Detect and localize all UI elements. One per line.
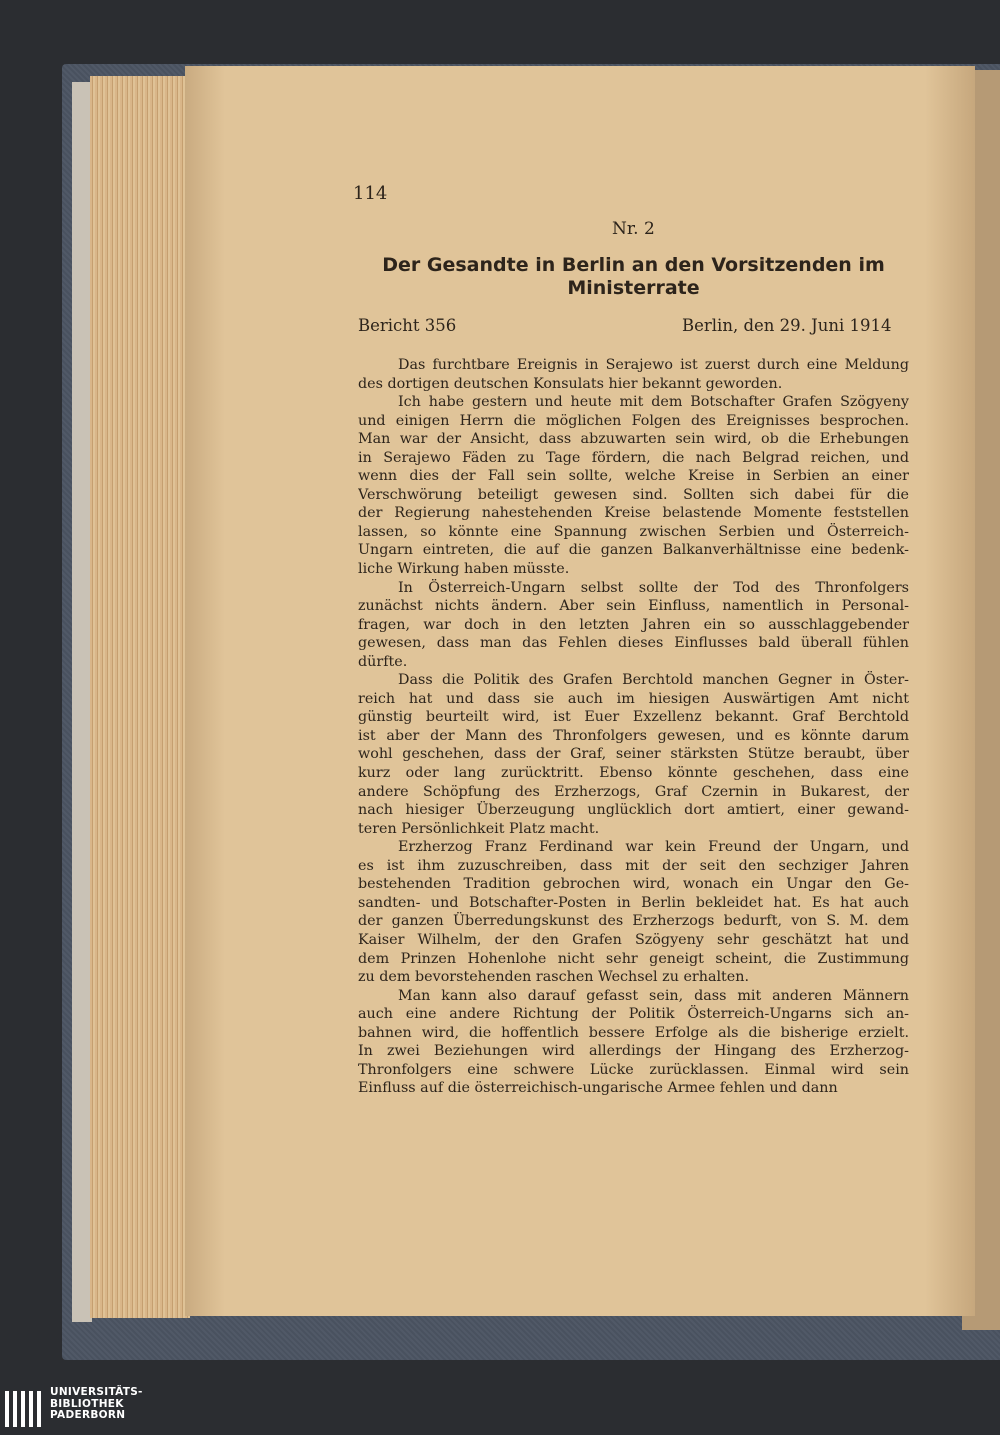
- report-number: Bericht 356: [358, 316, 457, 335]
- body-line: des dortigen deutschen Konsulats hier bekannt geworden.: [358, 375, 783, 392]
- body-line: Man war der Ansicht, dass abzuwarten sein wird, ob die Erhebungen: [358, 431, 909, 448]
- body-line: andere Schöpfung des Erzherzogs, Graf Czernin in Bukarest, der: [358, 783, 909, 800]
- library-name-line-1: UNIVERSITÄTS-: [50, 1386, 143, 1398]
- body-line: zunächst nichts ändern. Aber sein Einfluss, namentlich in Personal-: [358, 598, 909, 615]
- body-line: und einigen Herrn die möglichen Folgen des Ereignisses besprochen.: [358, 412, 909, 429]
- library-name-line-3: PADERBORN: [50, 1409, 126, 1421]
- body-line: der Regierung nahestehenden Kreise belastende Momente feststellen: [358, 505, 909, 522]
- body-line: fragen, war doch in den letzten Jahren ein so ausschlaggebender: [358, 616, 909, 633]
- page-edges: [90, 76, 190, 1318]
- body-line: es ist ihm zuzuschreiben, dass mit der seit den sechziger Jahren: [358, 857, 909, 874]
- body-line: Thronfolgers eine schwere Lücke zurücklassen. Einmal wird sein: [358, 1061, 909, 1078]
- body-line: sandten- und Botschafter-Posten in Berlin bekleidet hat. Es hat auch: [358, 894, 909, 911]
- body-line: lassen, so könnte eine Spannung zwischen Serbien und Österreich-: [358, 523, 909, 540]
- body-line: dürfte.: [358, 653, 408, 670]
- body-line: Ich habe gestern und heute mit dem Botschafter Grafen Szögyeny: [398, 394, 909, 411]
- body-line: zu dem bevorstehenden raschen Wechsel zu erhalten.: [358, 969, 750, 986]
- body-line: Einfluss auf die österreichisch-ungarische Armee fehlen und dann: [358, 1080, 838, 1097]
- body-line: wenn dies der Fall sein sollte, welche Kreise in Serbien an einer: [358, 468, 909, 485]
- place-date: Berlin, den 29. Juni 1914: [682, 316, 892, 335]
- body-line: der ganzen Überredungskunst des Erzherzogs bedurft, von S. M. dem: [358, 913, 909, 930]
- body-line: Ungarn eintreten, die auf die ganzen Balkanverhältnisse eine bedenk-: [358, 542, 909, 559]
- library-name-line-2: BIBLIOTHEK: [50, 1397, 124, 1410]
- body-line: bestehenden Tradition gebrochen wird, wonach ein Ungar den Ge-: [358, 876, 909, 893]
- body-line: Kaiser Wilhelm, der den Grafen Szögyeny sehr geschätzt hat und: [358, 931, 909, 948]
- body-line: in Serajewo Fäden zu Tage fördern, die nach Belgrad reichen, und: [358, 449, 909, 466]
- library-name: [50, 1387, 143, 1422]
- body-line: In zwei Beziehungen wird allerdings der Hingang des Erzherzog-: [358, 1043, 909, 1060]
- body-line: Das furchtbare Ereignis in Serajewo ist zuerst durch eine Meldung: [398, 357, 909, 373]
- body-line: gewesen, dass man das Fehlen dieses Einflusses bald überall fühlen: [358, 635, 909, 652]
- body-line: Verschwörung beteiligt gewesen sind. Sollten sich dabei für die: [358, 486, 909, 503]
- body-line: reich hat und dass sie auch im hiesigen Auswärtigen Amt nicht: [358, 690, 909, 707]
- page-number: 114: [353, 183, 388, 204]
- body-line: dem Prinzen Hohenlohe nicht sehr geneigt scheint, die Zustimmung: [358, 950, 909, 967]
- library-bars-icon: [4, 1387, 44, 1431]
- title-line-1: Der Gesandte in Berlin an den Vorsitzenden im: [382, 254, 885, 276]
- body-text: [358, 356, 909, 1098]
- body-line: günstig beurteilt wird, ist Euer Exzellenz bekannt. Graf Berchtold: [358, 709, 909, 726]
- body-line: bahnen wird, die hoffentlich bessere Erfolge als die bisherige erzielt.: [358, 1024, 909, 1041]
- endpaper: [72, 82, 92, 1322]
- body-line: wohl geschehen, dass der Graf, seiner stärksten Stütze beraubt, über: [358, 746, 909, 763]
- body-line: Erzherzog Franz Ferdinand war kein Freund der Ungarn, und: [398, 839, 909, 856]
- body-line: liche Wirkung haben müsste.: [358, 561, 570, 578]
- body-line: teren Persönlichkeit Platz macht.: [358, 820, 600, 837]
- document-title: [358, 254, 909, 300]
- title-line-2: Ministerrate: [567, 277, 700, 299]
- body-line: auch eine andere Richtung der Politik Österreich-Ungarns sich an-: [358, 1006, 909, 1023]
- footer: [0, 1383, 1000, 1435]
- body-line: Dass die Politik des Grafen Berchtold manchen Gegner in Öster-: [398, 672, 909, 689]
- body-line: Man kann also darauf gefasst sein, dass mit anderen Männern: [398, 987, 909, 1004]
- document-number: Nr. 2: [612, 219, 655, 239]
- body-line: nach hiesiger Überzeugung unglücklich dort amtiert, einer gewand-: [358, 802, 909, 819]
- body-line: ist aber der Mann des Thronfolgers gewesen, und es könnte darum: [358, 727, 909, 744]
- body-line: kurz oder lang zurücktritt. Ebenso könnte geschehen, dass eine: [358, 765, 909, 782]
- body-line: In Österreich-Ungarn selbst sollte der Tod des Thronfolgers: [398, 579, 909, 596]
